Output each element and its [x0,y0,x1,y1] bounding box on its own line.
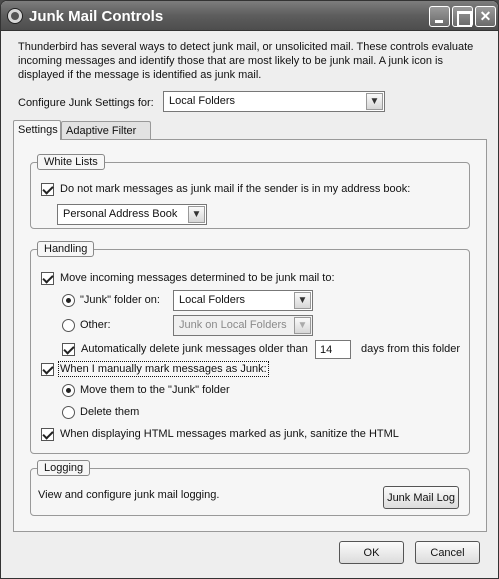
close-button[interactable]: ✕ [475,6,496,27]
auto-delete-days-input[interactable]: 14 [315,340,351,359]
move-junk-checkbox[interactable] [41,272,54,285]
handling-group [30,243,470,454]
logging-group [30,462,470,516]
days-suffix-label: days from this folder [361,343,461,355]
chevron-down-icon: ▼ [294,317,311,334]
configure-account-select[interactable] [163,91,385,112]
maximize-button[interactable] [452,6,473,27]
other-folder-select[interactable] [173,315,313,336]
move-to-junk-radio[interactable] [62,384,75,397]
configure-label: Configure Junk Settings for: [18,97,154,109]
tab-settings[interactable] [13,120,61,140]
thunderbird-app-icon [7,8,23,24]
move-junk-label: Move incoming messages determined to be junk mail to: [60,272,335,284]
whitelists-group [30,156,470,229]
address-book-select[interactable] [57,204,207,225]
intro-text: Thunderbird has several ways to detect junk mail, or unsolicited mail. These controls evaluate incoming messages and identify those that are most likely to be junk mail. A junk icon is displayed if the message is identified as junk mail. [18,41,474,81]
logging-description: View and configure junk mail logging. [38,489,220,501]
whitelist-checkbox-label: Do not mark messages as junk mail if the sender is in my address book: [60,183,411,195]
sanitize-html-label: When displaying HTML messages marked as junk, sanitize the HTML [60,428,399,440]
other-folder-radio[interactable] [62,319,75,332]
logging-title: Logging [37,460,90,476]
junk-folder-radio[interactable] [62,294,75,307]
junk-mail-log-button[interactable]: Junk Mail Log [383,486,459,509]
chevron-down-icon: ▼ [294,292,311,309]
cancel-button[interactable]: Cancel [415,541,480,564]
other-folder-value: Junk on Local Folders [179,319,287,331]
ok-button[interactable]: OK [339,541,404,564]
auto-delete-checkbox[interactable] [62,343,75,356]
delete-them-radio[interactable] [62,406,75,419]
other-folder-label: Other: [80,319,111,331]
chevron-down-icon: ▼ [188,206,205,223]
tab-adaptive-filter[interactable] [61,121,151,140]
title-bar [1,1,498,31]
junk-folder-select[interactable] [173,290,313,311]
move-to-junk-label: Move them to the "Junk" folder [80,384,230,396]
whitelists-title: White Lists [37,154,105,170]
junk-folder-label: "Junk" folder on: [80,294,160,306]
tab-settings-label: Settings [18,124,58,136]
handling-title: Handling [37,241,94,257]
configure-account-value: Local Folders [169,95,236,107]
manual-mark-checkbox[interactable] [41,363,54,376]
minimize-button[interactable] [429,6,450,27]
window-title: Junk Mail Controls [29,8,164,25]
chevron-down-icon: ▼ [366,93,383,110]
address-book-value: Personal Address Book [63,208,178,220]
delete-them-label: Delete them [80,406,140,418]
sanitize-html-checkbox[interactable] [41,428,54,441]
manual-mark-label: When I manually mark messages as Junk: [60,363,267,375]
junk-folder-value: Local Folders [179,294,246,306]
auto-delete-label: Automatically delete junk messages older than [81,343,308,355]
whitelist-checkbox[interactable] [41,183,54,196]
settings-tab-panel [13,139,487,532]
tab-adaptive-filter-label: Adaptive Filter [66,125,137,137]
